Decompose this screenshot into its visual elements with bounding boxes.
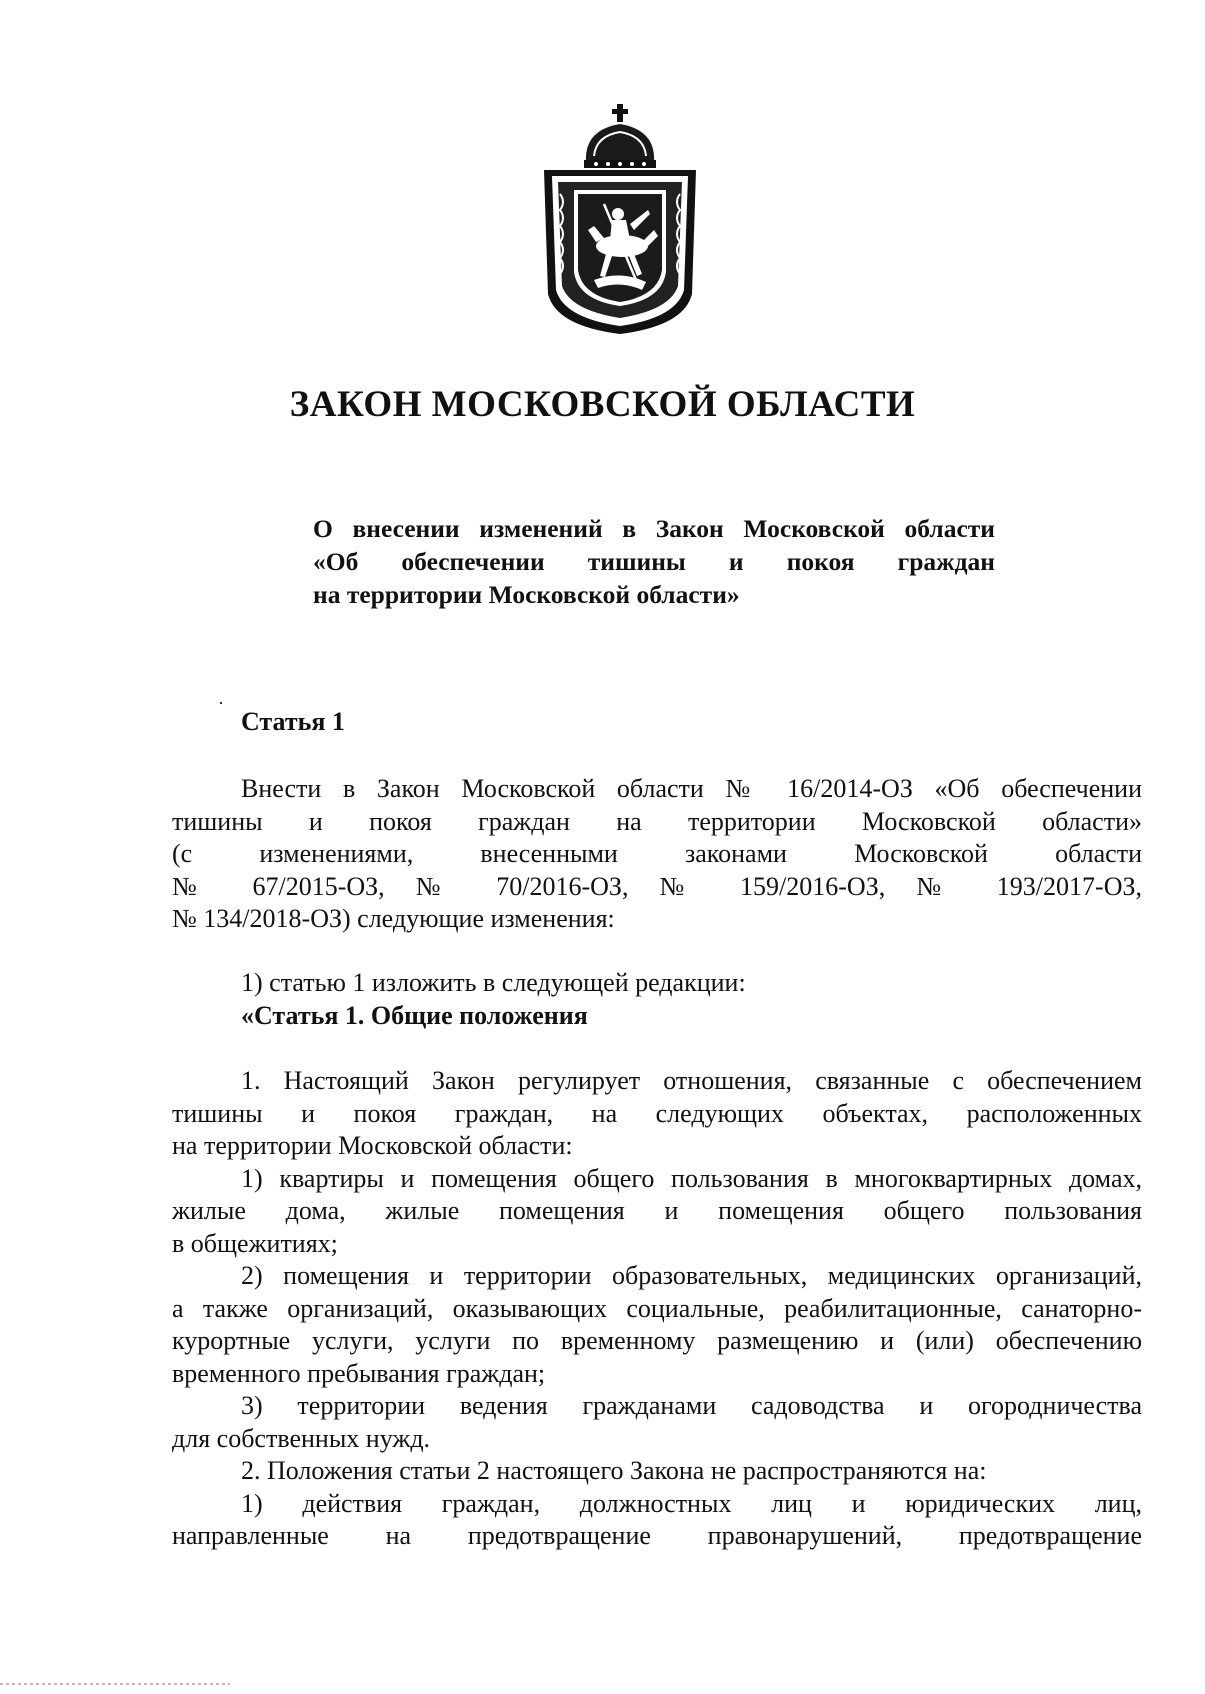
text-line: тишины и покоя граждан на территории Московской области»	[172, 806, 1142, 836]
text-line: 1) действия граждан, должностных лиц и юридических лиц,	[241, 1488, 1142, 1518]
law-subject	[313, 512, 995, 611]
text-line: на территории Московской области:	[172, 1131, 573, 1160]
article-body	[172, 1065, 1142, 1553]
text-line: в общежитиях;	[172, 1228, 338, 1258]
text-line: тишины и покоя граждан, на следующих объектах, расположенных	[172, 1098, 1142, 1128]
new-article-heading: «Статья 1. Общие положения	[241, 1000, 588, 1030]
text-line: 3) территории ведения гражданами садоводства и огородничества	[241, 1391, 1142, 1420]
subject-line: на территории Московской области»	[313, 580, 740, 609]
text-line: 1) статью 1 изложить в следующей редакции:	[241, 968, 746, 997]
text-line: а также организаций, оказывающих социальные, реабилитационные, санаторно-	[172, 1293, 1142, 1323]
text-line: 2. Положения статьи 2 настоящего Закона не распространяются на:	[241, 1456, 987, 1485]
text-line: курортные услуги, услуги по временному размещению и (или) обеспечению	[172, 1326, 1142, 1355]
coat-of-arms-icon	[534, 104, 706, 336]
text-line: 1) квартиры и помещения общего пользования в многоквартирных домах,	[241, 1163, 1142, 1193]
text-line: (с изменениями, внесенными законами Московской области	[172, 839, 1142, 868]
text-line: временного пребывания граждан;	[172, 1358, 546, 1388]
scan-artifact	[0, 1683, 230, 1685]
subject-line: «Об обеспечении тишины и покоя граждан	[313, 547, 995, 576]
article-heading: Статья 1	[241, 707, 345, 736]
article-intro	[172, 773, 1142, 936]
law-title: ЗАКОН МОСКОВСКОЙ ОБЛАСТИ	[289, 384, 916, 425]
amendment-intro	[172, 967, 1142, 1032]
text-line: направленные на предотвращение правонарушений, предотвращение	[172, 1521, 1142, 1550]
text-line: жилые дома, жилые помещения и помещения общего пользования	[172, 1196, 1142, 1225]
text-line: 1. Настоящий Закон регулирует отношения, связанные с обеспечением	[241, 1066, 1142, 1095]
text-line: № 67/2015-ОЗ, № 70/2016-ОЗ, № 159/2016-ОЗ, № 193/2017-ОЗ,	[172, 871, 1142, 901]
text-line: Внести в Закон Московской области № 16/2014-ОЗ «Об обеспечении	[241, 774, 1142, 803]
text-line: для собственных нужд.	[172, 1423, 431, 1453]
scan-dot	[220, 702, 222, 704]
text-line: 2) помещения и территории образовательных, медицинских организаций,	[241, 1261, 1142, 1290]
text-line: № 134/2018-ОЗ) следующие изменения:	[172, 904, 615, 933]
subject-line: О внесении изменений в Закон Московской области	[313, 514, 995, 543]
